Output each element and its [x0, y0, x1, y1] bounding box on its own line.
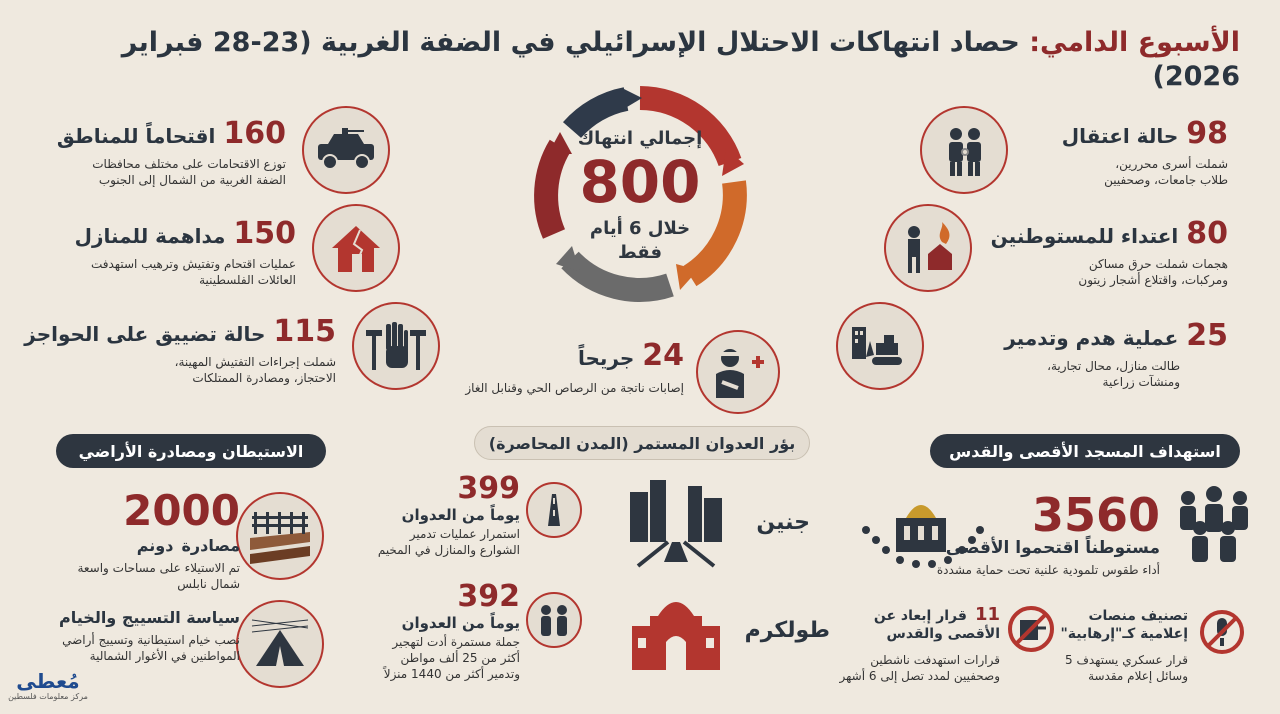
total-sub2: فقط — [617, 242, 662, 263]
checkpoints-label: حالة تضييق على الحواجز — [24, 322, 266, 346]
arrests-desc: شملت أسرى محررين، طلاب جامعات، وصحفيين — [1104, 157, 1228, 187]
confiscation-label: دونم — [136, 536, 174, 555]
settlers-crowd-icon — [1166, 484, 1256, 568]
title-highlight: الأسبوع الدامي: — [1029, 27, 1240, 58]
land-confiscation-block — [77, 486, 340, 591]
arrest-icon — [920, 106, 1008, 194]
expulsion-title2: الأقصى والقدس — [886, 626, 1000, 642]
stat-demolitions — [836, 302, 1240, 402]
injured-person-icon — [696, 330, 780, 414]
aqsa-label: مستوطناً اقتحموا الأقصى — [945, 538, 1160, 558]
settlers-number: 80 — [1186, 216, 1228, 251]
injured-desc: إصابات ناتجة من الرصاص الحي وقنابل الغاز — [465, 381, 684, 395]
bulldozer-icon — [836, 302, 924, 390]
house-raid-icon — [312, 204, 400, 292]
logo-name: مُعطى — [16, 669, 80, 693]
checkpoint-hand-icon — [352, 302, 440, 390]
title-main: حصاد انتهاكات الاحتلال الإسرائيلي في الضفة الغربية (23-28 فبراير 2026) — [121, 27, 1240, 92]
media-desc2: وسائل إعلام مقدسة — [1088, 669, 1188, 683]
destroyed-city-icon — [628, 472, 724, 572]
section-cities-header: بؤر العدوان المستمر (المدن المحاصرة) — [474, 426, 810, 460]
stat-arrests — [920, 106, 1240, 196]
tents-title: سياسة التسييج والخيام — [59, 608, 240, 627]
checkpoints-desc: شملت إجراءات التفتيش المهينة، الاحتجاز، ومصادرة الممتلكات — [174, 355, 336, 385]
injured-number: 24 — [642, 338, 684, 373]
stat-raids — [70, 204, 400, 294]
aqsa-number: 3560 — [1031, 488, 1160, 542]
incursions-desc: توزع الاقتحامات على مختلف محافظات الضفة الغربية من الشمال إلى الجنوب — [92, 157, 286, 187]
jenin-desc2: الشوارع والمنازل في المخيم — [377, 543, 520, 557]
arrests-label: حالة اعتقال — [1061, 124, 1179, 148]
expulsion-desc2: وصحفيين لمدد تصل إلى 6 أشهر — [839, 669, 1000, 683]
settlers-label: اعتداء للمستوطنين — [990, 224, 1179, 248]
expulsion-number: 11 — [974, 604, 1000, 625]
total-label: إجمالي انتهاك — [577, 128, 703, 149]
tulkarm-label: يوماً من العدوان — [401, 614, 520, 632]
media-desc1: قرار عسكري يستهدف 5 — [1064, 653, 1188, 667]
media-title1: تصنيف منصات — [1088, 608, 1188, 624]
gate-building-icon — [628, 586, 724, 676]
city-tulkarm — [380, 579, 840, 702]
confiscation-desc1: تم الاستيلاء على مساحات واسعة — [77, 561, 240, 575]
demolitions-label: عملية هدم وتدمير — [1004, 326, 1179, 350]
raids-number: 150 — [233, 216, 296, 251]
jenin-label: يوماً من العدوان — [401, 506, 520, 524]
expulsion-title1: قرار إبعاد عن — [873, 608, 967, 624]
expulsion-block — [839, 604, 1056, 704]
tulkarm-desc1: جملة مستمرة أدت لتهجير — [392, 635, 520, 649]
incursions-label: اقتحاماً للمناطق — [56, 124, 216, 148]
stat-incursions — [56, 106, 390, 196]
jenin-desc1: استمرار عمليات تدمير — [409, 527, 520, 541]
tents-fencing-block — [59, 598, 340, 708]
incursions-number: 160 — [223, 116, 286, 151]
military-vehicle-icon — [302, 106, 390, 194]
section-aqsa-header: استهداف المسجد الأقصى والقدس — [930, 434, 1240, 468]
raids-label: مداهمة للمنازل — [74, 224, 226, 248]
total-number: 800 — [579, 148, 701, 216]
muted-mic-icon — [1194, 604, 1250, 660]
demolitions-number: 25 — [1186, 318, 1228, 353]
stat-injured — [450, 330, 780, 420]
tulkarm-name: طولكرم — [744, 618, 830, 643]
raids-desc: عمليات اقتحام وتفتيش وترهيب استهدفت العائلات الفلسطينية — [90, 257, 296, 287]
jenin-number: 399 — [457, 471, 520, 506]
total-ring — [530, 84, 750, 304]
aqsa-block — [856, 478, 1256, 588]
demolitions-desc: طالت منازل، محال تجارية، ومنشآت زراعية — [1047, 359, 1180, 389]
confiscation-number: 2000 — [123, 486, 240, 535]
tent-fence-icon — [236, 600, 324, 688]
stat-checkpoints — [24, 302, 440, 402]
tents-desc2: المواطنين في الأغوار الشمالية — [89, 649, 240, 663]
stat-settlers — [884, 204, 1240, 294]
aqsa-desc: أداء طقوس تلمودية علنية تحت حماية مشددة — [936, 563, 1160, 577]
total-sub1: خلال 6 أيام — [589, 218, 691, 239]
no-entry-icon — [1000, 604, 1056, 660]
fenced-field-icon — [236, 492, 324, 580]
settlers-desc: هجمات شملت حرق مساكن ومركبات، واقتلاع أشجار زيتون — [1078, 257, 1228, 287]
media-terror-block — [1060, 604, 1250, 704]
expulsion-desc1: قرارات استهدفت ناشطين — [870, 653, 1000, 667]
road-icon — [526, 482, 582, 538]
confiscation-desc2: شمال نابلس — [177, 577, 240, 591]
section-settlement-header: الاستيطان ومصادرة الأراضي — [56, 434, 326, 468]
tulkarm-number: 392 — [457, 579, 520, 614]
arrests-number: 98 — [1186, 116, 1228, 151]
settler-fire-icon — [884, 204, 972, 292]
refugees-icon — [526, 592, 582, 648]
checkpoints-number: 115 — [273, 314, 336, 349]
jenin-name: جنين — [756, 510, 810, 535]
tents-desc1: نصب خيام استيطانية وتسييج أراضي — [62, 633, 240, 647]
logo-tagline: مركز معلومات فلسطين — [8, 692, 88, 701]
city-jenin — [377, 470, 840, 580]
confiscation-label2: مصادرة — [181, 536, 240, 555]
tulkarm-desc3: وتدمير أكثر من 1440 منزلاً — [383, 667, 520, 681]
tulkarm-desc2: أكثر من 25 ألف مواطن — [400, 651, 520, 665]
media-title2: إعلامية كـ"إرهابية" — [1060, 626, 1188, 642]
injured-label: جريحاً — [577, 346, 635, 370]
brand-logo — [8, 670, 88, 710]
